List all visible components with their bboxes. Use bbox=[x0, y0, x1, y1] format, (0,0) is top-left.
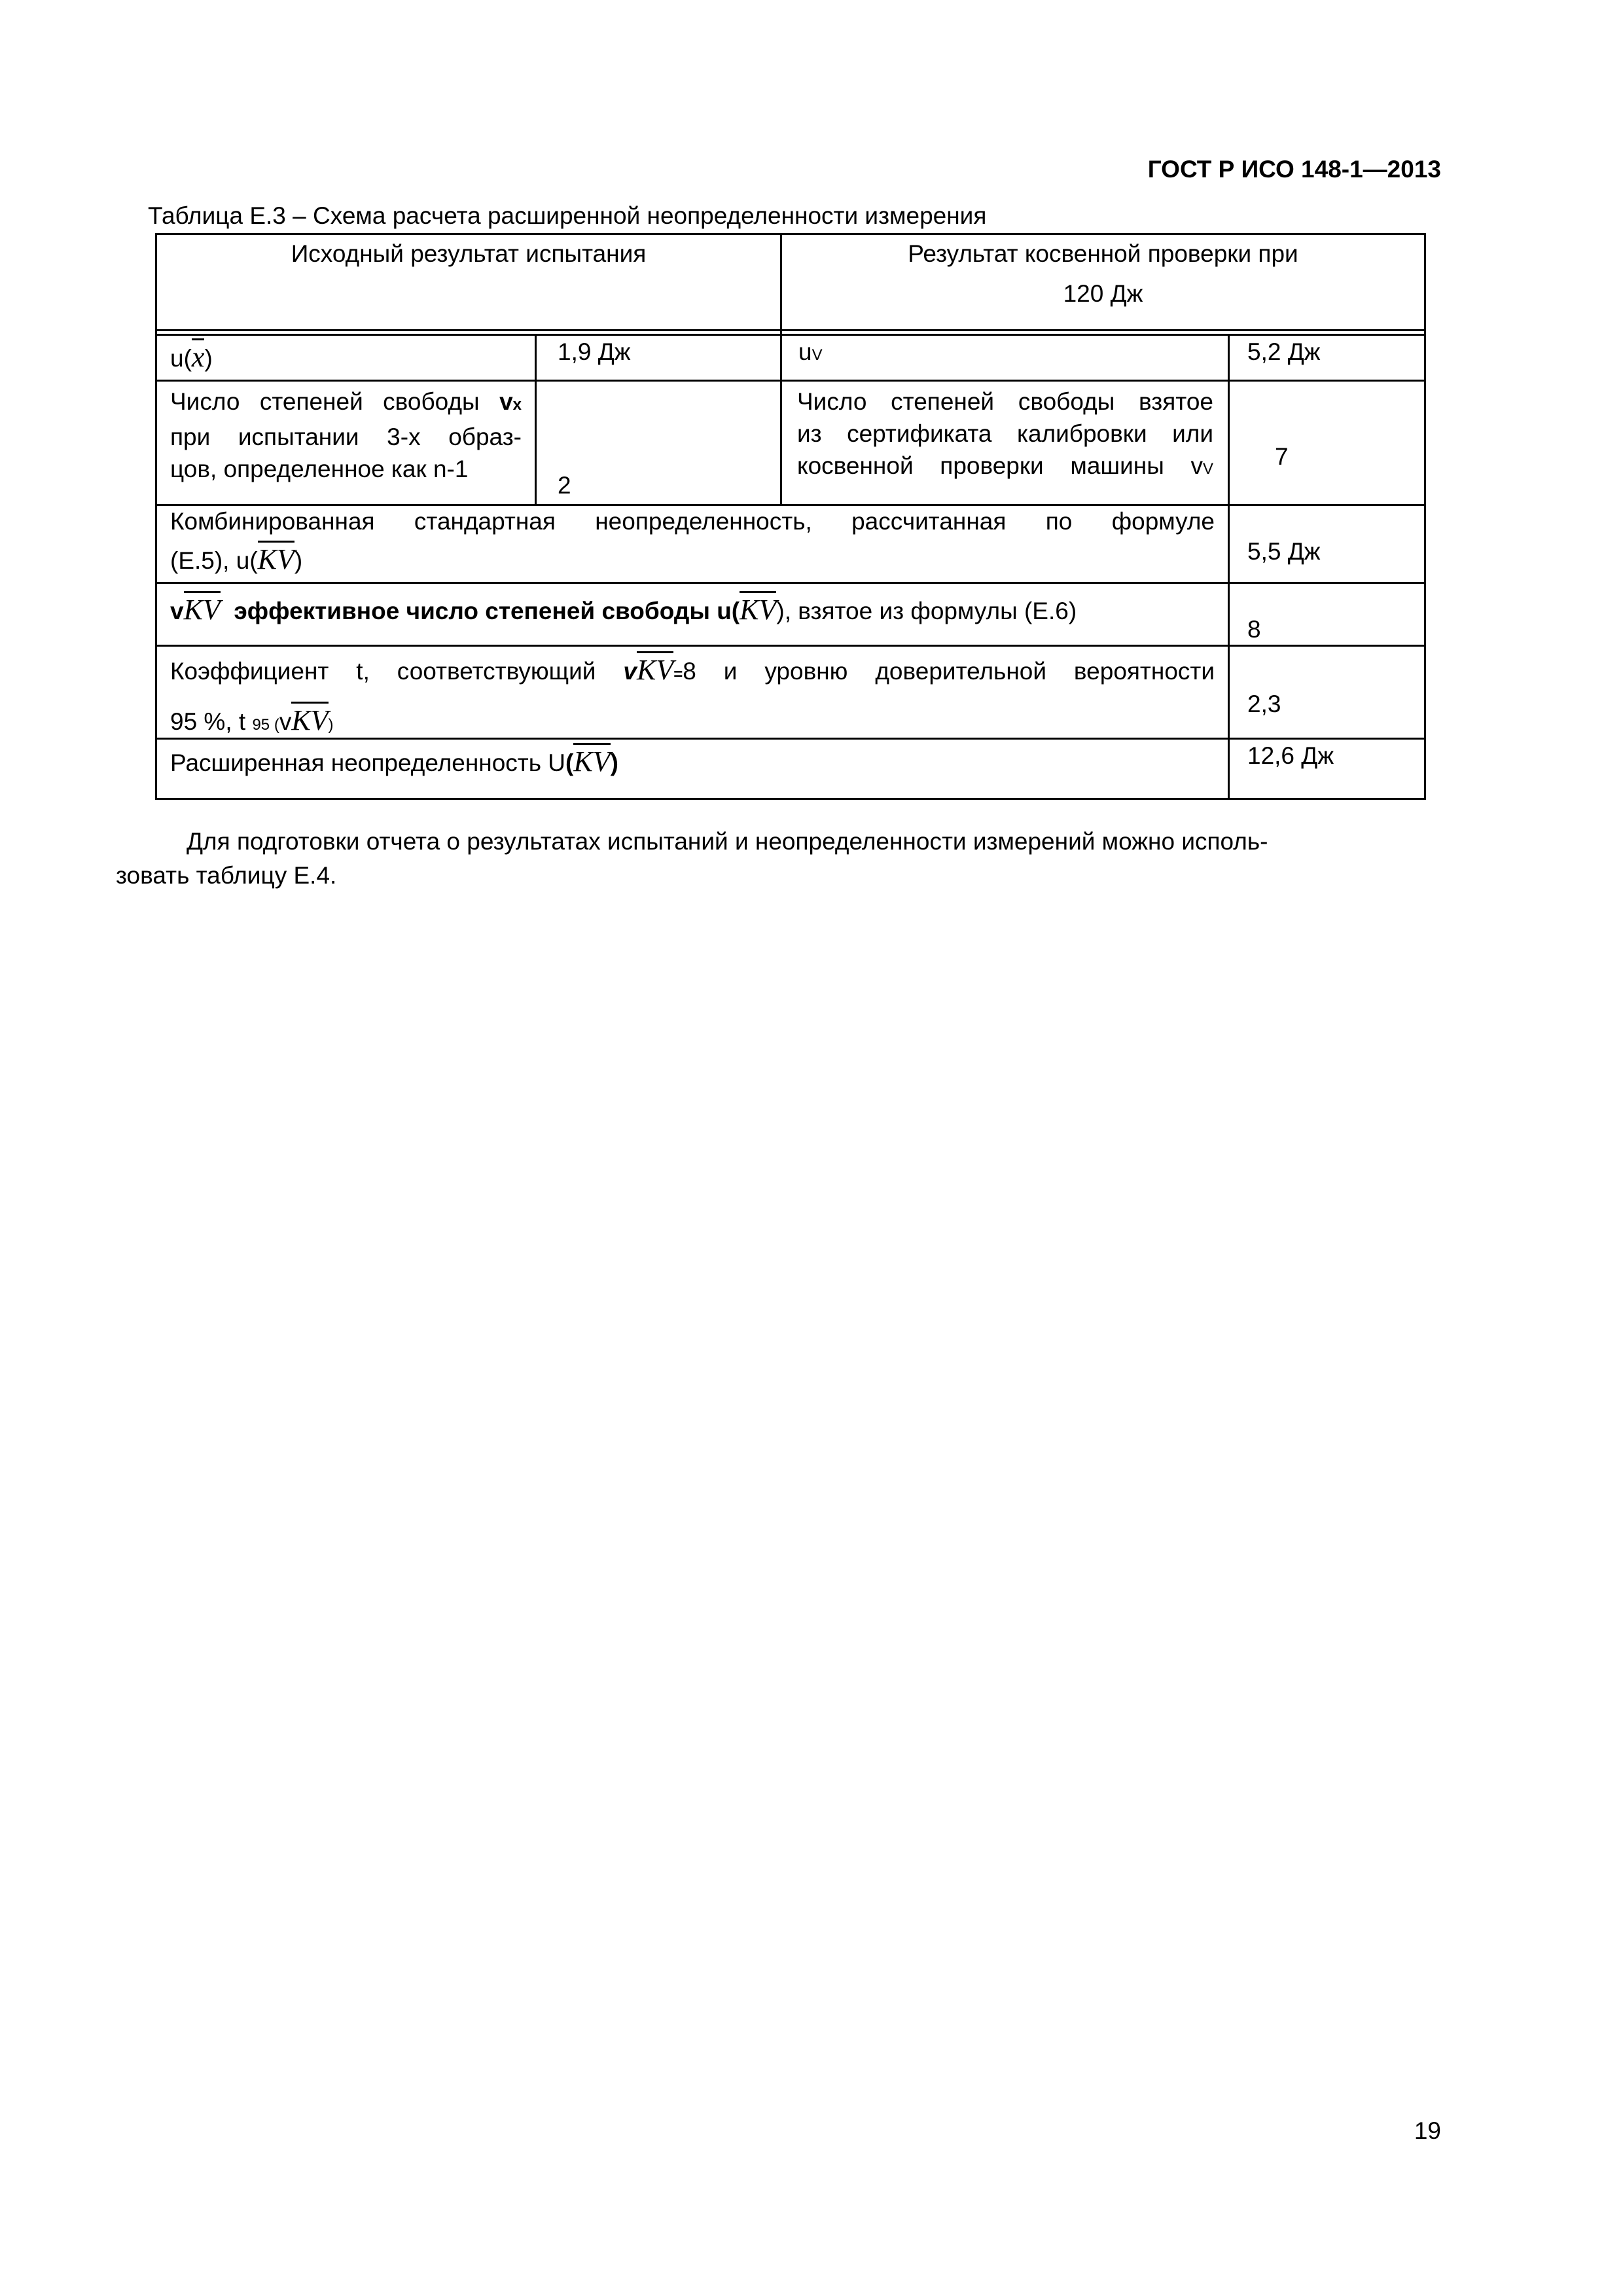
dof-specimens-text bbox=[170, 386, 522, 485]
column-divider bbox=[535, 334, 537, 504]
dof-calibration-line1: Число степеней свободы взятое bbox=[797, 388, 1213, 415]
label-u-v-main: u bbox=[798, 338, 812, 365]
value-dof-specimens: 2 bbox=[558, 472, 571, 499]
kv-symbol: KV bbox=[184, 591, 221, 626]
value-combined-uncertainty: 5,5 Дж bbox=[1247, 538, 1321, 565]
combined-uncertainty-line2: (E.5), u(KV) bbox=[170, 543, 1215, 577]
dof-specimens-line2: при испытании 3-х образ- bbox=[170, 423, 522, 450]
combined-uncertainty-text bbox=[170, 505, 1215, 577]
document-code: ГОСТ Р ИСО 148-1—2013 bbox=[1147, 156, 1441, 183]
row-divider bbox=[157, 582, 1424, 584]
x-mean-symbol: x bbox=[192, 338, 205, 373]
coverage-factor-line1: Коэффициент t, соответствующий vKV=8 и уровню доверительной вероятности bbox=[170, 654, 1215, 691]
dof-specimens-line1: Число степеней свободы vx bbox=[170, 388, 522, 415]
body-paragraph bbox=[116, 825, 1447, 893]
header-left: Исходный результат испытания bbox=[291, 240, 647, 267]
combined-uncertainty-line1: Комбинированная стандартная неопределенность, рассчитанная по формуле bbox=[170, 508, 1215, 535]
label-u-v bbox=[798, 336, 823, 371]
body-paragraph-line1: Для подготовки отчета о результатах испытаний и неопределенности измерений можно исполь- bbox=[187, 828, 1268, 855]
dof-specimens-line3: цов, определенное как n-1 bbox=[170, 456, 469, 482]
row-divider bbox=[157, 645, 1424, 647]
table-caption: Таблица Е.3 – Схема расчета расширенной неопределенности измерения bbox=[148, 202, 987, 229]
kv-symbol: KV bbox=[637, 651, 673, 686]
value-dof-calibration: 7 bbox=[1275, 443, 1289, 470]
row-divider bbox=[157, 329, 1424, 331]
value-u-v: 5,2 Дж bbox=[1247, 338, 1321, 365]
kv-symbol: KV bbox=[291, 702, 328, 736]
row-divider bbox=[157, 380, 1424, 382]
kv-symbol: KV bbox=[573, 743, 610, 778]
page-number: 19 bbox=[1414, 2117, 1441, 2144]
uncertainty-table bbox=[155, 233, 1426, 800]
value-u-x: 1,9 Дж bbox=[558, 338, 631, 365]
kv-symbol: KV bbox=[740, 591, 776, 626]
coverage-factor-text bbox=[170, 654, 1215, 741]
coverage-factor-line2: 95 %, t 95 (vKV) bbox=[170, 704, 1215, 741]
row-divider bbox=[157, 334, 1424, 336]
label-u-x-prefix: u( bbox=[170, 345, 192, 372]
dof-calibration-line3: косвенной проверки машины vV bbox=[797, 452, 1213, 479]
label-u-x bbox=[170, 341, 213, 374]
effective-dof-text: vKV эффективное число степеней свободы u(KV), взятое из формулы (E.6) bbox=[170, 594, 1215, 627]
kv-symbol: KV bbox=[258, 541, 294, 575]
dof-calibration-line2: из сертификата калибровки или bbox=[797, 420, 1213, 447]
expanded-uncertainty-text: Расширенная неопределенность U(KV) bbox=[170, 745, 1215, 779]
column-divider bbox=[1228, 334, 1230, 798]
body-paragraph-line2: зовать таблицу Е.4. bbox=[116, 862, 337, 889]
value-effective-dof: 8 bbox=[1247, 616, 1261, 643]
header-right bbox=[782, 235, 1424, 318]
value-coverage-factor: 2,3 bbox=[1247, 691, 1281, 717]
label-u-v-sub: V bbox=[812, 346, 823, 364]
dof-calibration-text bbox=[797, 386, 1213, 485]
value-expanded-uncertainty: 12,6 Дж bbox=[1247, 742, 1334, 769]
header-right-line1: Результат косвенной проверки при bbox=[908, 240, 1298, 267]
label-u-x-suffix: ) bbox=[204, 345, 213, 372]
header-right-line2: 120 Дж bbox=[1063, 280, 1143, 307]
